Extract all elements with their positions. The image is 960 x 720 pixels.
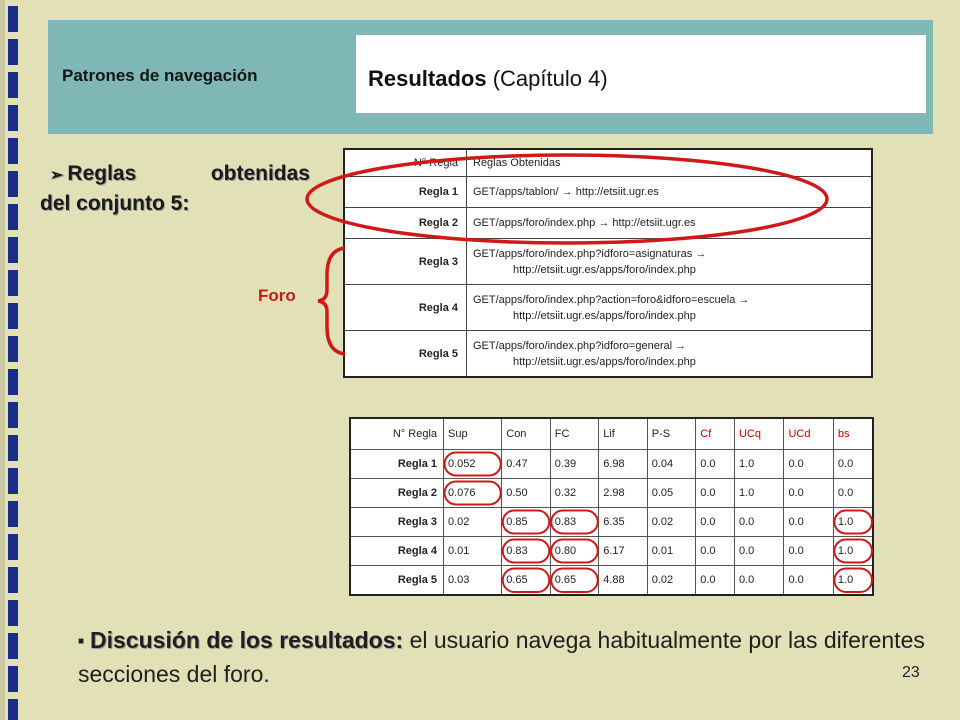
- metrics-cell: 0.85: [502, 508, 551, 537]
- rules-row: [344, 177, 872, 208]
- rules-row: [344, 239, 872, 285]
- rules-row-label: Regla 5: [344, 331, 467, 378]
- metrics-header-cell: UCd: [784, 418, 833, 450]
- arrow-bullet-icon: ➢: [50, 167, 64, 184]
- metrics-cell: 6.17: [599, 537, 648, 566]
- rules-row: [344, 285, 872, 331]
- metrics-row-label: Regla 1: [350, 450, 444, 479]
- metrics-header-cell: P-S: [647, 418, 696, 450]
- rules-row: [344, 208, 872, 239]
- metrics-cell: 0.076: [444, 479, 502, 508]
- strip-mark: [8, 534, 18, 560]
- strip-mark: [8, 171, 18, 197]
- metrics-cell: 0.02: [647, 566, 696, 596]
- metrics-cell: 0.0: [833, 479, 873, 508]
- rules-row-text: GET/apps/foro/index.php → http://etsiit.ugr.es: [467, 208, 873, 239]
- metrics-cell: 0.0: [734, 508, 783, 537]
- strip-mark: [8, 468, 18, 494]
- metrics-cell: 1.0: [734, 479, 783, 508]
- metrics-row-label: Regla 5: [350, 566, 444, 596]
- metrics-header-cell: Cf: [696, 418, 735, 450]
- metrics-cell: 1.0: [833, 508, 873, 537]
- rules-row-text: GET/apps/tablon/ → http://etsiit.ugr.es: [467, 177, 873, 208]
- metrics-cell: 0.83: [550, 508, 599, 537]
- metrics-cell: 0.83: [502, 537, 551, 566]
- strip-mark: [8, 138, 18, 164]
- rules-row-label: Regla 3: [344, 239, 467, 285]
- strip-mark: [8, 501, 18, 527]
- metrics-cell: 0.65: [502, 566, 551, 596]
- metrics-row: [350, 450, 873, 479]
- metrics-cell: 0.65: [550, 566, 599, 596]
- rules-table: [343, 148, 873, 378]
- header-bar: [48, 20, 933, 134]
- metrics-row: [350, 566, 873, 596]
- metrics-cell: 0.0: [784, 479, 833, 508]
- metrics-header-cell: Sup: [444, 418, 502, 450]
- metrics-table-header: [350, 418, 873, 450]
- rules-row-label: Regla 4: [344, 285, 467, 331]
- rules-bullet-word2: obtenidas: [210, 162, 310, 185]
- strip-mark: [8, 435, 18, 461]
- discussion-lead: Discusión de los resultados:: [90, 627, 404, 653]
- metrics-cell: 0.0: [696, 479, 735, 508]
- slide-title: [368, 66, 608, 92]
- strip-mark: [8, 633, 18, 659]
- rules-row-label: Regla 1: [344, 177, 467, 208]
- metrics-row-label: Regla 3: [350, 508, 444, 537]
- metrics-cell: 0.80: [550, 537, 599, 566]
- rules-row-label: Regla 2: [344, 208, 467, 239]
- metrics-cell: 0.0: [696, 537, 735, 566]
- metrics-cell: 0.0: [696, 508, 735, 537]
- slide-title-bold: Resultados: [368, 66, 487, 91]
- metrics-cell: 1.0: [734, 450, 783, 479]
- section-label: Patrones de navegación: [62, 66, 258, 85]
- metrics-cell: 4.88: [599, 566, 648, 596]
- slide-title-rest: (Capítulo 4): [486, 66, 608, 91]
- metrics-header-cell: N° Regla: [350, 418, 444, 450]
- rules-bullet-word1: Reglas: [67, 162, 137, 185]
- rules-row-line1: GET/apps/foro/index.php?idforo=general →: [473, 339, 687, 352]
- metrics-cell: 0.0: [784, 537, 833, 566]
- metrics-cell: 0.0: [696, 450, 735, 479]
- metrics-cell: 0.05: [647, 479, 696, 508]
- rules-table-header: [344, 149, 872, 177]
- metrics-table: [349, 417, 874, 596]
- metrics-header-cell: UCq: [734, 418, 783, 450]
- rules-header-num: N° Regla: [344, 149, 467, 177]
- metrics-cell: 0.39: [550, 450, 599, 479]
- metrics-cell: 6.35: [599, 508, 648, 537]
- rules-row-line2: http://etsiit.ugr.es/apps/foro/index.php: [513, 309, 696, 322]
- strip-mark: [8, 237, 18, 263]
- metrics-cell: 0.0: [833, 450, 873, 479]
- rules-header-rules: Reglas Obtenidas: [467, 149, 873, 177]
- metrics-header-cell: bs: [833, 418, 873, 450]
- strip-mark: [8, 72, 18, 98]
- metrics-cell: 0.0: [734, 537, 783, 566]
- metrics-cell: 0.50: [502, 479, 551, 508]
- square-bullet-icon: ■: [78, 636, 85, 648]
- strip-mark: [8, 369, 18, 395]
- discussion-bullet: [78, 624, 928, 691]
- metrics-row-label: Regla 2: [350, 479, 444, 508]
- page-number: 23: [902, 664, 920, 681]
- metrics-cell: 0.01: [444, 537, 502, 566]
- discussion-text: el usuario navega habitualmente por las diferentes secciones del foro.: [78, 627, 925, 688]
- strip-mark: [8, 336, 18, 362]
- title-box: [356, 35, 926, 113]
- metrics-cell: 0.04: [647, 450, 696, 479]
- strip-mark: [8, 666, 18, 692]
- metrics-cell: 1.0: [833, 566, 873, 596]
- metrics-row-label: Regla 4: [350, 537, 444, 566]
- metrics-cell: 0.0: [784, 566, 833, 596]
- metrics-cell: 0.03: [444, 566, 502, 596]
- strip-mark: [8, 303, 18, 329]
- strip-mark: [8, 6, 18, 32]
- strip-mark: [8, 567, 18, 593]
- rules-row-line2: http://etsiit.ugr.es/apps/foro/index.php: [513, 355, 696, 368]
- metrics-cell: 0.02: [647, 508, 696, 537]
- strip-mark: [8, 270, 18, 296]
- metrics-header-cell: FC: [550, 418, 599, 450]
- rules-row-text: [467, 285, 873, 331]
- strip-mark: [8, 105, 18, 131]
- rules-bullet: [40, 160, 310, 218]
- strip-mark: [8, 402, 18, 428]
- rules-row-line1: GET/apps/foro/index.php?idforo=asignaturas →: [473, 247, 707, 260]
- strip-mark: [8, 39, 18, 65]
- strip-mark: [8, 699, 18, 720]
- foro-label: Foro: [258, 286, 296, 305]
- rules-row-line1: GET/apps/foro/index.php?action=foro&idforo=escuela →: [473, 293, 750, 306]
- metrics-row: [350, 537, 873, 566]
- rules-row-line2: http://etsiit.ugr.es/apps/foro/index.php: [513, 263, 696, 276]
- metrics-cell: 0.0: [734, 566, 783, 596]
- strip-mark: [8, 204, 18, 230]
- annotation-brace: [318, 248, 345, 354]
- rules-row: [344, 331, 872, 378]
- metrics-cell: 6.98: [599, 450, 648, 479]
- metrics-row: [350, 508, 873, 537]
- metrics-cell: 0.47: [502, 450, 551, 479]
- metrics-cell: 0.0: [784, 508, 833, 537]
- metrics-cell: 0.0: [784, 450, 833, 479]
- rules-row-text: [467, 239, 873, 285]
- metrics-header-cell: Con: [502, 418, 551, 450]
- metrics-cell: 0.02: [444, 508, 502, 537]
- rules-bullet-line1: [40, 160, 310, 190]
- metrics-cell: 0.0: [696, 566, 735, 596]
- strip-mark: [8, 600, 18, 626]
- rules-bullet-line2: del conjunto 5:: [40, 192, 190, 215]
- metrics-cell: 0.01: [647, 537, 696, 566]
- metrics-header-cell: Lif: [599, 418, 648, 450]
- left-decorative-strip: [0, 0, 26, 720]
- metrics-cell: 1.0: [833, 537, 873, 566]
- metrics-cell: 0.32: [550, 479, 599, 508]
- metrics-cell: 0.052: [444, 450, 502, 479]
- rules-row-text: [467, 331, 873, 378]
- metrics-row: [350, 479, 873, 508]
- metrics-cell: 2.98: [599, 479, 648, 508]
